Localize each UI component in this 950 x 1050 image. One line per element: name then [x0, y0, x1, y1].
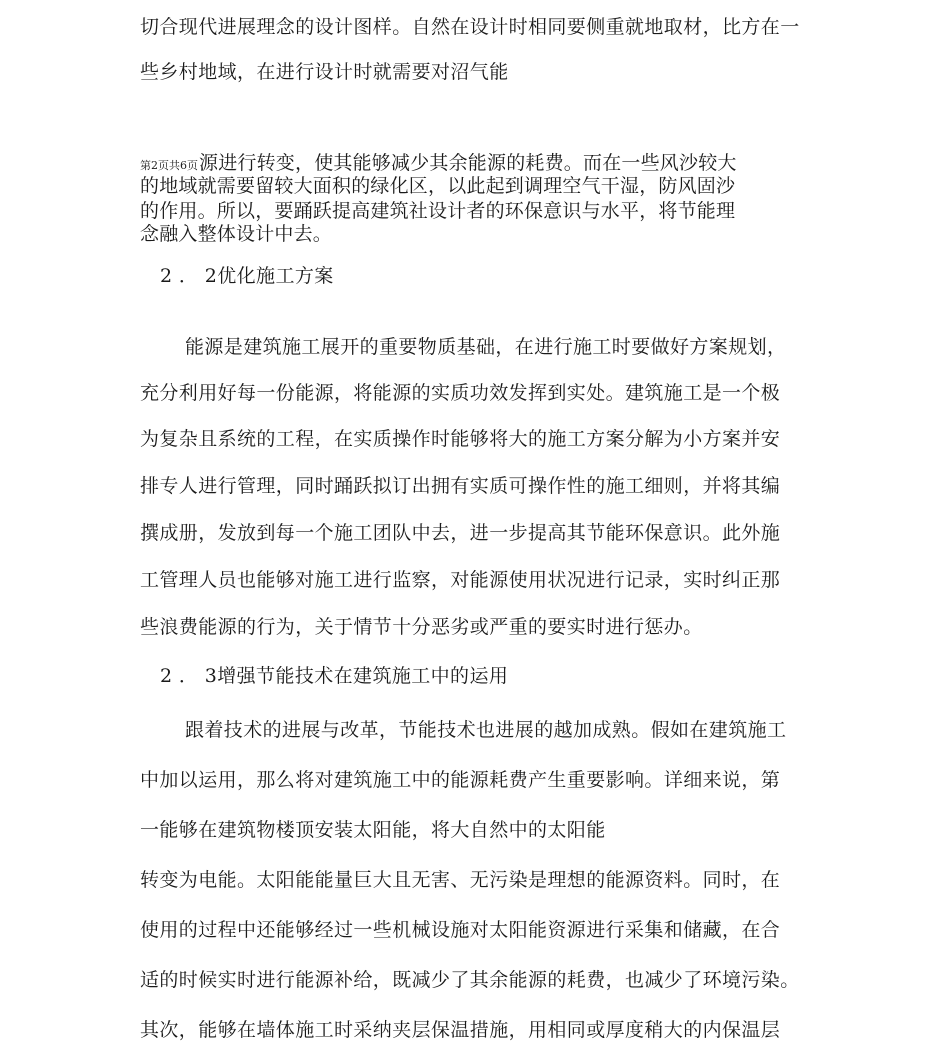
- text-line: 充分利用好每一份能源，将能源的实质功效发挥到实处。建筑施工是一个极: [140, 382, 781, 404]
- text-line: 些浪费能源的行为，关于情节十分恶劣或严重的要实时进行惩办。: [140, 616, 703, 638]
- text-line: 撰成册，发放到每一个施工团队中去，进一步提高其节能环保意识。此外施: [140, 522, 781, 544]
- text-fragment: 源进行转变，使其能够减少其余能源的耗费。而在一些风沙较大: [199, 152, 737, 174]
- page-number-marker: 第2页共6页: [140, 159, 198, 172]
- text-line: 些乡村地域，在进行设计时就需要对沼气能: [140, 61, 509, 83]
- text-line: 工管理人员也能够对施工进行监察，对能源使用状况进行记录，实时纠正那: [140, 569, 781, 591]
- text-line: 的作用。所以，要踊跃提高建筑社设计者的环保意识与水平，将节能理: [140, 200, 736, 222]
- section-heading: 2 ． 2优化施工方案: [160, 265, 334, 287]
- text-line: 其次，能够在墙体施工时采纳夹层保温措施，用相同或厚度稍大的内保温层: [140, 1019, 781, 1041]
- text-line: 能源是建筑施工展开的重要物质基础，在进行施工时要做好方案规划，: [185, 336, 787, 358]
- text-line: 转变为电能。太阳能能量巨大且无害、无污染是理想的能源资料。同时，在: [140, 869, 781, 891]
- text-line: 适的时候实时进行能源补给，既减少了其余能源的耗费，也减少了环境污染。: [140, 969, 800, 991]
- section-heading: 2 ． 3增强节能技术在建筑施工中的运用: [160, 665, 509, 687]
- text-line: 中加以运用，那么将对建筑施工中的能源耗费产生重要影响。详细来说，第: [140, 769, 781, 791]
- text-line: 为复杂且系统的工程，在实质操作时能够将大的施工方案分解为小方案并安: [140, 428, 781, 450]
- text-line: 切合现代进展理念的设计图样。自然在设计时相同要侧重就地取材，比方在一: [140, 16, 800, 38]
- text-line: 的地域就需要留较大面积的绿化区，以此起到调理空气干湿，防风固沙: [140, 175, 736, 197]
- text-line: 念融入整体设计中去。: [140, 223, 333, 245]
- text-line: 跟着技术的进展与改革，节能技术也进展的越加成熟。假如在建筑施工: [185, 719, 787, 741]
- text-line: 排专人进行管理，同时踊跃拟订出拥有实质可操作性的施工细则，并将其编: [140, 475, 781, 497]
- text-line: 使用的过程中还能够经过一些机械设施对太阳能资源进行采集和储藏，在合: [140, 919, 781, 941]
- text-line: 一能够在建筑物楼顶安装太阳能，将大自然中的太阳能: [140, 819, 606, 841]
